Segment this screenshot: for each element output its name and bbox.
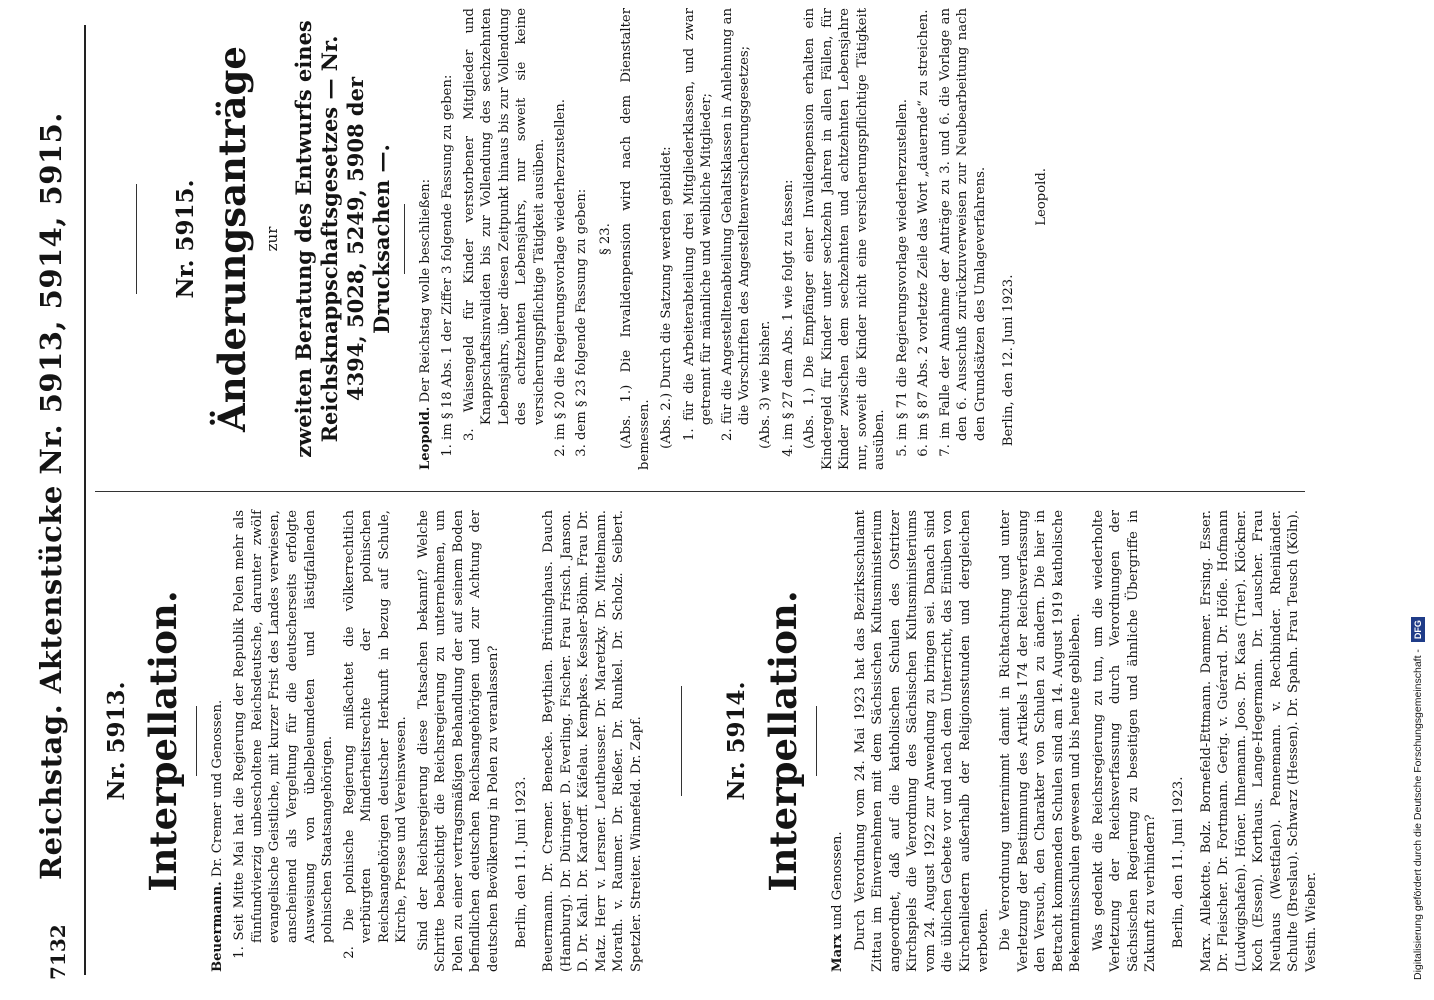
- bill-reference: zweiten Beratung des Entwurfs eines Reichsknappschaftsgesetzes — Nr. 4394, 5028, 5249, 5908 der Drucksachen —.: [290, 20, 395, 458]
- signatories: Beuermann. Dr. Cremer. Benecke. Beythien. Brüninghaus. Dauch (Hamburg). Dr. Düringer. D. Everling. Fischer. Frau Frisch. Janson. D. Dr. Kahl. Dr. Kardorff. Käfelau. Kempkes. Kessler-Böhm. Frau Dr. Matz. Herr v. Lersner. Leutheusser. Dr. Maretzky. Dr. Mittelmann. Morath. v. Raumer. Dr. Rießer. Dr. Runkel. Dr. Scholz. Seibert. Spetzler. Streiter. Winnefeld. Dr. Zapf.: [541, 510, 644, 972]
- page-header: [32, 0, 84, 1000]
- motion-item-4: 4. im § 27 dem Abs. 1 wie folgt zu fassen:: [780, 179, 796, 457]
- document-number: Nr. 5915.: [172, 179, 199, 299]
- date-line: Berlin, den 11. Juni 1923.: [513, 776, 529, 949]
- funding-note: [1405, 30, 1431, 980]
- header-rule: [84, 25, 86, 975]
- question-1: 1. Seit Mitte Mai hat die Regierung der Republik Polen mehr als fünfundvierzig unbescholtene Reichsdeutsche, darunter zwölf evangelische Geistliche, mit kurzer Frist des Landes verwiesen, anscheinend als Vergeltung für die deutscherseits erfolgte Ausweisung von übelbeleumdeten und lästigfallenden polnischen Staatsangehörigen.: [232, 510, 336, 959]
- heading-connector: zur: [262, 226, 281, 252]
- page-title: Reichstag. Aktenstücke Nr. 5913, 5914, 5915.: [34, 112, 68, 880]
- document-number: Nr. 5914.: [723, 681, 751, 801]
- intro-text: Dr. Cremer und Genossen.: [209, 699, 225, 882]
- page-number: 7132: [46, 924, 70, 980]
- motion-item-3: 3. dem § 23 folgende Fassung zu geben:: [574, 188, 590, 457]
- motion-item-1-text: 3. Waisengeld für Kinder verstorbener Mitglieder und Knappschaftsinvaliden bis zur Vollendung des sechzehnten Lebensjahrs, über diesen Zeitpunkt hinaus bis zur Vollendung des achtzehnten Lebensjahrs, nur soweit sie keine versicherungspflichtige Tätigkeit ausüben.: [461, 8, 547, 441]
- motion-intro: [417, 8, 435, 470]
- document-heading: Interpellation.: [140, 590, 185, 892]
- interpellation-intro: [829, 510, 847, 972]
- paragraph-2: Die Verordnung unternimmt damit in Richtachtung und unter Verletzung der Bestimmung des Artikels 174 der Reichsverfassung den Versuch, den Charakter von Schulen zu ändern. Die hier in Betracht kommenden Schulen sind am 14. August 1919 katholische Bekenntnisschulen gewesen und bis heute geblieben.: [998, 510, 1084, 972]
- motion-item-1: 1. im § 18 Abs. 1 der Ziffer 3 folgende Fassung zu geben:: [440, 74, 456, 457]
- document-5914: [722, 510, 1320, 972]
- date-line: Berlin, den 11. Juni 1923.: [1170, 776, 1186, 949]
- date-line: Berlin, den 12. Juni 1923.: [1000, 274, 1016, 447]
- heading-rule: [404, 204, 405, 274]
- motion-item-3-list-2: 2. für die Angestelltenabteilung Gehaltsklassen in Anlehnung an die Vorschriften des Angestelltenversicherungsgesetzes;: [719, 8, 753, 441]
- signature: Leopold.: [1034, 168, 1050, 226]
- motion-item-2: 2. im § 20 die Regierungsvorlage wiederherzustellen.: [552, 99, 568, 457]
- interpellation-intro: [209, 510, 227, 972]
- question-text: Sind der Reichsregierung diese Tatsachen bekannt? Welche Schritte beabsichtigt die Reichsregierung zu unternehmen, um Polen zu einer vertragsmäßigen Behandlung der auf seinem Boden befindlichen deutschen Reichsangehörigen und zur Achtung der deutschen Bevölkerung in Polen zu veranlassen?: [415, 510, 501, 972]
- paragraph-sign: § 23.: [597, 223, 613, 255]
- motion-author: Leopold.: [417, 406, 433, 470]
- paragraph-1: Durch Verordnung vom 24. Mai 1923 hat das Bezirksschulamt Zittau im Einvernehmen mit dem Sächsischen Kultusministerium angeordnet, daß auf die katholischen Schulen des Ostritzer Kirchspiels die Verordnung des Sächsischen Kultusministeriums vom 24. August 1922 zur Anwendung zu bringen sei. Danach sind die üblichen Gebete vor und nach dem Unterricht, das Einüben von Kirchenliedern außerhalb der Religionsstunden und dergleichen verboten.: [852, 510, 991, 972]
- motion-item-3-abs2: (Abs. 2.) Durch die Satzung werden gebildet:: [659, 146, 675, 449]
- motion-item-7: 7. im Falle der Annahme der Anträge zu 3. und 6. die Vorlage an den 6. Ausschuß zurückzuverweisen zur Neubearbeitung nach den Grundsätzen des Umlageverfahrens.: [937, 8, 989, 457]
- document-5913: [102, 510, 645, 972]
- section-separator: [681, 686, 682, 796]
- lead-author: Beuermann.: [209, 881, 225, 972]
- signatories: Marx. Allekotte. Bolz. Bornefeld-Ettmann. Dammer. Ersing. Esser. Dr. Fleischer. Dr. Fortmann. Gerig. v. Guérard. Dr. Höfle. Hofmann (Ludwigshafen). Höner. Ihnemann. Joos. Dr. Kaas (Trier). Klöckner. Koch (Essen). Korthaus. Lange-Hegermann. Dr. Lauscher. Frau Neuhaus (Westfalen). Pennemann. v. Rechbinder. Rheinländer. Schulte (Breslau). Schwarz (Hessen). Dr. Spahn. Frau Teusch (Köln). Vestin. Wieber.: [1198, 510, 1319, 972]
- motion-item-3-list-1: 1. für die Arbeiterabteilung drei Mitgliederklassen, und zwar getrennt für männliche und weibliche Mitglieder;: [681, 8, 715, 441]
- question-2: 2. Die polnische Regierung mißachtet die völkerrechtlich verbürgten Minderheitsrechte der polnischen Reichsangehörigen deutscher Herkunft in bezug auf Schule, Kirche, Presse und Vereinswesen.: [341, 510, 410, 959]
- document-number: Nr. 5913.: [103, 681, 130, 801]
- motion-item-6: 6. im § 87 Abs. 2 vorletzte Zeile das Wort „dauernde“ zu streichen.: [916, 9, 932, 457]
- document-5915: [171, 8, 1051, 470]
- intro-text: und Genossen.: [830, 831, 846, 935]
- motion-item-3-abs1: (Abs. 1.) Die Invalidenpension wird nach dem Dienstalter bemessen.: [619, 8, 652, 470]
- motion-item-4-abs1: (Abs. 1.) Die Empfänger einer Invalidenpension erhalten ein Kindergeld für Kinder unter sechzehn Jahren in allen Fällen, für Kinder zwischen dem sechzehnten und achtzehnten Lebensjahre nur, soweit die Kinder nicht eine versicherungspflichtige Tätigkeit ausüben.: [802, 8, 888, 470]
- left-column: [98, 510, 1325, 972]
- section-separator: [136, 184, 137, 294]
- column-divider: [95, 491, 1305, 492]
- intro-text: Der Reichstag wolle beschließen:: [417, 178, 433, 407]
- funding-text: Digitalisierung gefördert durch die Deutsche Forschungsgemeinschaft -: [1412, 649, 1424, 980]
- heading-rule: [196, 706, 197, 776]
- right-column: [98, 8, 1051, 470]
- motion-item-3-abs3: (Abs. 3) wie bisher.: [758, 320, 774, 449]
- lead-author: Marx: [830, 934, 846, 972]
- heading-rule: [816, 706, 817, 776]
- document-heading: Interpellation.: [760, 590, 805, 892]
- paragraph-3: Was gedenkt die Reichsregierung zu tun, um die wiederholte Verletzung der Reichsverfassung durch Verordnungen der Sächsischen Regierung zu beseitigen und ähnliche Übergriffe in Zukunft zu verhindern?: [1090, 510, 1159, 972]
- document-heading: Änderungsanträge: [209, 46, 254, 432]
- motion-item-5: 5. im § 71 die Regierungsvorlage wiederherzustellen.: [894, 99, 910, 457]
- dfg-logo: DFG: [1411, 617, 1425, 642]
